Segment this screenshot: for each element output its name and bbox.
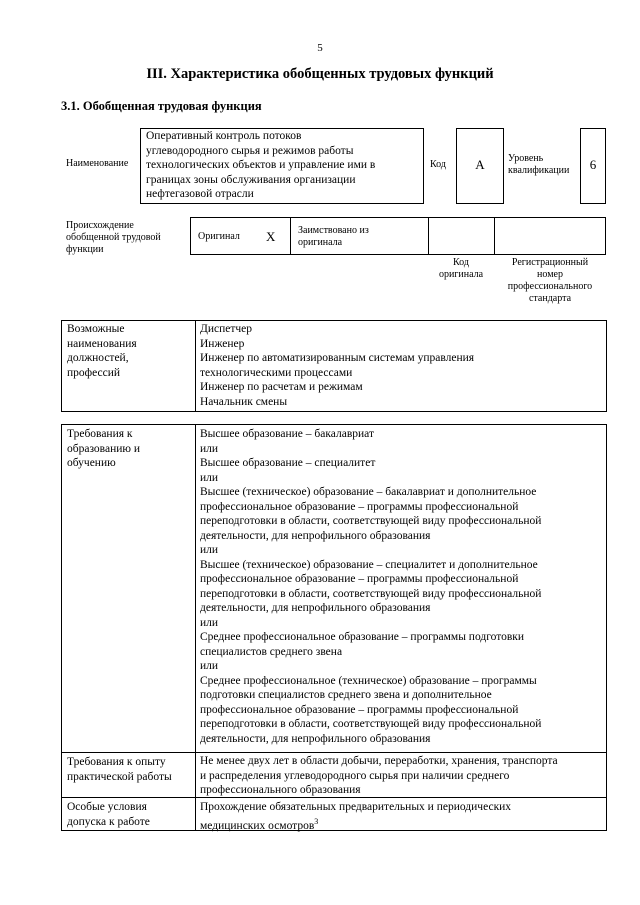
- page-number: 5: [317, 42, 323, 54]
- name-line: Оперативный контроль потоков: [146, 130, 302, 142]
- experience-line: профессионального образования: [200, 784, 361, 796]
- experience-label-line: практической работы: [67, 770, 172, 783]
- positions-label-line: Возможные: [67, 323, 125, 335]
- education-line: или: [200, 544, 219, 556]
- positions-value: [200, 322, 474, 409]
- education-label-line: обучению: [67, 457, 116, 469]
- education-label: [67, 427, 140, 471]
- origin-divider: [494, 217, 495, 255]
- education-line: переподготовки в области, соответствующей виду профессиональной: [200, 587, 542, 600]
- position-item: Инженер по расчетам и режимам: [200, 381, 363, 393]
- special-conditions-label: [67, 800, 150, 829]
- education-line: специалистов среднего звена: [200, 645, 343, 658]
- positions-label-line: должностей,: [67, 352, 129, 364]
- special-label-line: допуска к работе: [67, 815, 150, 828]
- education-line: Среднее профессиональное (техническое) образование – программы: [200, 674, 537, 687]
- origin-label-line: Происхождение: [66, 220, 134, 231]
- level-value: 6: [589, 157, 597, 172]
- caption-line: номер: [537, 269, 563, 280]
- experience-label-line: Требования к опыту: [67, 756, 166, 768]
- caption-line: Код: [453, 257, 469, 268]
- origin-table: [190, 217, 606, 255]
- name-line: технологических объектов и управление ими в: [146, 159, 376, 172]
- education-line: или: [200, 442, 219, 455]
- level-label-line: квалификации: [508, 165, 570, 176]
- experience-value: [200, 754, 558, 798]
- education-line: или: [200, 616, 219, 629]
- original-mark: X: [266, 229, 276, 244]
- positions-label-line: наименования: [67, 337, 137, 350]
- special-label-line: Особые условия: [67, 801, 147, 813]
- special-line: Прохождение обязательных предварительных и периодических: [200, 801, 512, 813]
- education-label-line: Требования к: [67, 428, 133, 440]
- name-line: углеводородного сырья и режимов работы: [146, 144, 354, 157]
- code-value: А: [475, 157, 485, 172]
- education-line: подготовки специалистов среднего звена и дополнительное: [200, 689, 492, 701]
- level-label: [508, 153, 569, 177]
- positions-label: [67, 322, 137, 380]
- reg-number-caption: [494, 257, 606, 305]
- original-label: Оригинал: [198, 231, 240, 242]
- education-label-line: образованию и: [67, 442, 140, 455]
- code-original-caption: [428, 257, 494, 281]
- education-line: деятельности, для непрофильного образования: [200, 602, 431, 614]
- education-line: переподготовки в области, соответствующей виду профессиональной: [200, 515, 542, 527]
- borrowed-line: Заимствовано из: [298, 225, 369, 236]
- origin-divider: [428, 217, 429, 255]
- education-line: Высшее образование – бакалавриат: [200, 428, 374, 440]
- education-line: или: [200, 471, 219, 484]
- row-divider: [61, 752, 607, 753]
- special-line: [200, 815, 511, 833]
- position-item: Инженер: [200, 337, 245, 350]
- subsection-title: 3.1. Обобщенная трудовая функция: [61, 99, 262, 113]
- section-title: III. Характеристика обобщенных трудовых функций: [146, 66, 494, 82]
- name-line: границах зоны обслуживания организации: [146, 173, 356, 186]
- experience-line: и распределения углеводородного сырья при наличии среднего: [200, 769, 510, 782]
- caption-line: стандарта: [528, 293, 572, 304]
- special-line-text: медицинских осмотров: [200, 819, 315, 832]
- origin-label-line: обобщенной трудовой: [66, 232, 161, 243]
- education-line: деятельности, для непрофильного образования: [200, 732, 431, 745]
- name-label: Наименование: [66, 158, 129, 169]
- caption-line: оригинала: [438, 269, 484, 280]
- education-value: [200, 427, 541, 746]
- experience-line: Не менее двух лет в области добычи, переработки, хранения, транспорта: [200, 755, 558, 767]
- education-line: Высшее образование – специалитет: [200, 457, 376, 469]
- level-label-line: Уровень: [508, 153, 544, 164]
- borrowed-label: [298, 225, 369, 249]
- caption-line: профессионального: [507, 281, 593, 292]
- borrowed-line: оригинала: [298, 237, 343, 248]
- education-line: деятельности, для непрофильного образования: [200, 529, 431, 542]
- name-value: [146, 129, 375, 202]
- positions-divider: [195, 320, 196, 412]
- position-item: Начальник смены: [200, 395, 288, 408]
- position-item: Инженер по автоматизированным системам управления: [200, 352, 475, 364]
- code-label: Код: [430, 159, 446, 170]
- footnote-ref: 3: [314, 816, 319, 826]
- origin-label: [66, 220, 161, 256]
- special-conditions-value: [200, 800, 511, 833]
- education-line: или: [200, 660, 219, 672]
- education-line: Высшее (техническое) образование – бакалавриат и дополнительное: [200, 486, 537, 498]
- education-line: профессиональное образование – программы профессиональной: [200, 500, 519, 513]
- experience-label: [67, 755, 172, 784]
- caption-line: Регистрационный: [511, 257, 589, 268]
- position-item: Диспетчер: [200, 323, 253, 335]
- education-line: Среднее профессиональное образование – программы подготовки: [200, 631, 525, 643]
- education-line: профессиональное образование – программы профессиональной: [200, 703, 519, 716]
- name-line: нефтегазовой отрасли: [146, 188, 254, 201]
- education-line: профессиональное образование – программы профессиональной: [200, 573, 519, 585]
- requirements-divider: [195, 424, 196, 831]
- position-item: технологическими процессами: [200, 366, 353, 379]
- origin-divider: [290, 217, 291, 255]
- origin-label-line: функции: [66, 244, 104, 255]
- education-line: переподготовки в области, соответствующей виду профессиональной: [200, 718, 542, 730]
- education-line: Высшее (техническое) образование – специалитет и дополнительное: [200, 558, 538, 571]
- positions-label-line: профессий: [67, 366, 121, 379]
